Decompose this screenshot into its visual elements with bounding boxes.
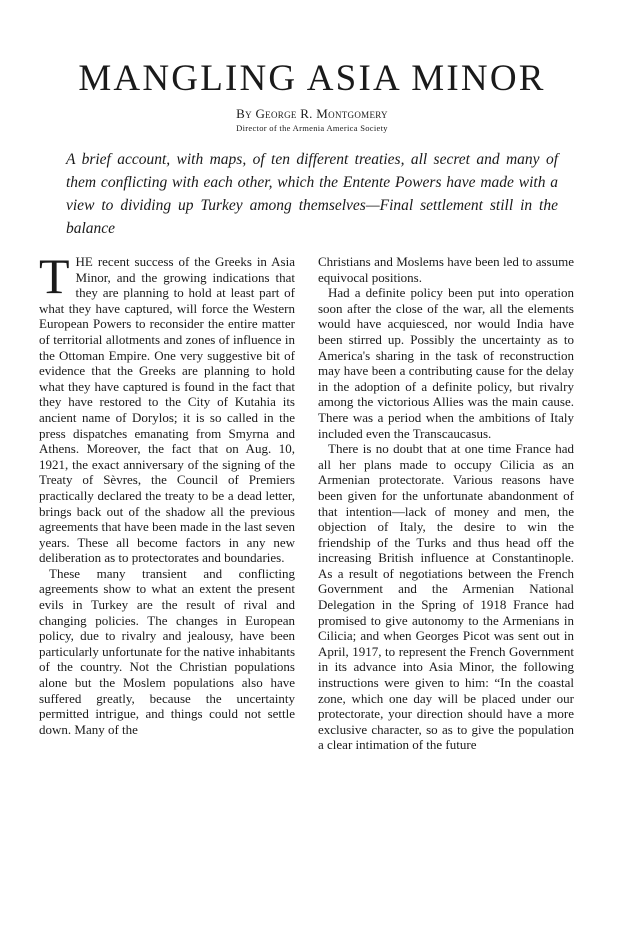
left-column [39, 248, 295, 737]
article-byline: By George R. Montgomery [236, 106, 388, 121]
article-title: MANGLING ASIA MINOR [78, 58, 546, 99]
right-column [318, 254, 574, 753]
right-paragraph-1: Christians and Moslems have been led to assume equivocal positions. [318, 254, 574, 285]
author-affiliation: Director of the Armenia America Society [236, 123, 388, 133]
article-summary: A brief account, with maps, of ten different treaties, all secret and many of them conflicting with each other, which the Entente Powers have made with a view to dividing up Turkey among themselves—Final settlement still in the balance [66, 151, 558, 237]
left-paragraph-1 [39, 248, 295, 566]
left-paragraph-1-text: HE recent success of the Greeks in Asia Minor, and the growing indications that they are planning to hold at least part of what they have captured, will force the Western European Powers to reconsider the entire matter of territorial allotments and zones of influence in the Ottoman Empire. One very suggestive bit of evidence that the Greeks are planning to hold what they have captured is found in the fact that they have restored to the City of Kutahia its ancient name of Dorylos; it is so called in the press dispatches emanating from Smyrna and Athens. Moreover, the fact that on Aug. 10, 1921, the exact anniversary of the signing of the Treaty of Sèvres, the Council of Premiers practically declared the treaty to be a dead letter, brings back out of the shadow all the previous agreements that have been made in the last seven years. These all become factors in any new deliberation as to protectorates and boundaries. [39, 254, 295, 566]
drop-cap: T [39, 248, 70, 304]
right-paragraph-3: There is no doubt that at one time France had all her plans made to occupy Cilicia as an Armenian protectorate. Various reasons have been given for the unfortunate abandonment of that intention—lack of money and men, the objection of Italy, the desire to win the friendship of the Turks and thus head off the increasing British influence at Constantinople. As a result of negotiations between the French Government and the Armenian National Delegation in the Spring of 1918 France had promised to give autonomy to the Armenians in Cilicia; and when Georges Picot was sent out in April, 1917, to represent the French Government in its advance into Asia Minor, the following instructions were given to him: “In the coastal zone, which one day will be placed under our protectorate, your direction should have a more exclusive character, so as to give the population a clear intimation of the future [318, 441, 574, 753]
left-paragraph-2: These many transient and conflicting agreements show to what an extent the present evils in Turkey are the result of rival and changing policies. The changes in European policy, due to rivalry and jealousy, have been particularly unfortunate for the native inhabitants of the country. Not the Christian populations alone but the Moslem populations also have suffered greatly, because the uncertainty permitted intrigue, and things could not settle down. Many of the [39, 565, 295, 737]
right-paragraph-2: Had a definite policy been put into operation soon after the close of the war, all the elements would have acquiesced, nor would India have been stirred up. Possibly the uncertainty as to America's sharing in the task of reconstruction may have been a contributing cause for the delay in the adoption of a definite policy, but rivalry among the victorious Allies was the main cause. There was a period when the ambitions of Italy included even the Transcaucasus. [318, 285, 574, 441]
